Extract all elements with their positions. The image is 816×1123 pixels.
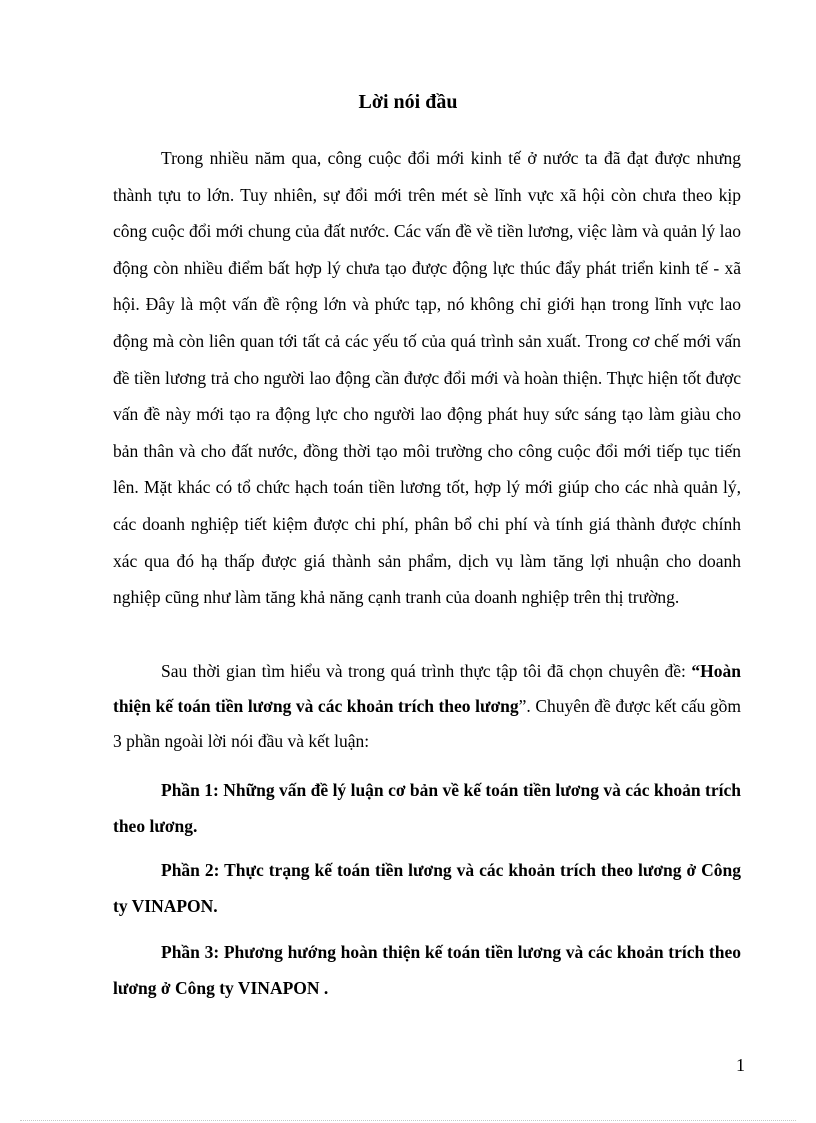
paragraph-topic-intro: Sau thời gian tìm hiểu và trong quá trình thực tập tôi đã chọn chuyên đề: (161, 661, 692, 681)
page-number: 1 (736, 1055, 745, 1075)
part-3: Phần 3: Phương hướng hoàn thiện kế toán tiền lương và các khoản trích theo lương ở Công ty VINAPON . (113, 942, 741, 998)
topic-title: “Hoàn thiện kế toán tiền lương và các khoản trích theo lương (113, 661, 741, 716)
paragraph-topic-end: ”. Chuyên đề được kết cấu gồm 3 phần ngoài lời nói đầu và kết luận: (113, 696, 741, 751)
page-bottom-divider (20, 1120, 796, 1121)
paragraph-intro: Trong nhiều năm qua, công cuộc đổi mới kinh tế ở nước ta đã đạt được nhưng thành tựu to lớn. Tuy nhiên, sự đổi mới trên mét sè lĩnh vực xã hội còn chưa theo kịp công cuộc đổi mới chung của đất nước. Các vấn đề về tiền lương, việc làm và quản lý lao động còn nhiều điểm bất hợp lý chưa tạo được động lực thúc đẩy phát triển kinh tế - xã hội. Đây là một vấn đề rộng lớn và phức tạp, nó không chỉ giới hạn trong lĩnh vực lao động mà còn liên quan tới tất cả các yếu tố của quá trình sản xuất. Trong cơ chế mới vấn đề tiền lương trả cho người lao động cần được đổi mới và hoàn thiện. Thực hiện tốt được vấn đề này mới tạo ra động lực cho người lao động phát huy sức sáng tạo làm giàu cho bản thân và cho đất nước, đồng thời tạo môi trường cho công cuộc đổi mới tiếp tục tiến lên. Mặt khác có tổ chức hạch toán tiền lương tốt, hợp lý mới giúp cho các nhà quản lý, các doanh nghiệp tiết kiệm được chi phí, phân bổ chi phí và tính giá thành được chính xác qua đó hạ thấp được giá thành sản phẩm, dịch vụ làm tăng lợi nhuận cho doanh nghiệp cũng như làm tăng khả năng cạnh tranh của doanh nghiệp trên thị trường. (113, 148, 741, 608)
part-2: Phần 2: Thực trạng kế toán tiền lương và các khoản trích theo lương ở Công ty VINAPON. (113, 860, 741, 916)
page-title: Lời nói đầu (358, 91, 458, 113)
paragraph-topic (113, 654, 741, 759)
part-1: Phần 1: Những vấn đề lý luận cơ bản về kế toán tiền lương và các khoản trích theo lương. (113, 780, 741, 836)
